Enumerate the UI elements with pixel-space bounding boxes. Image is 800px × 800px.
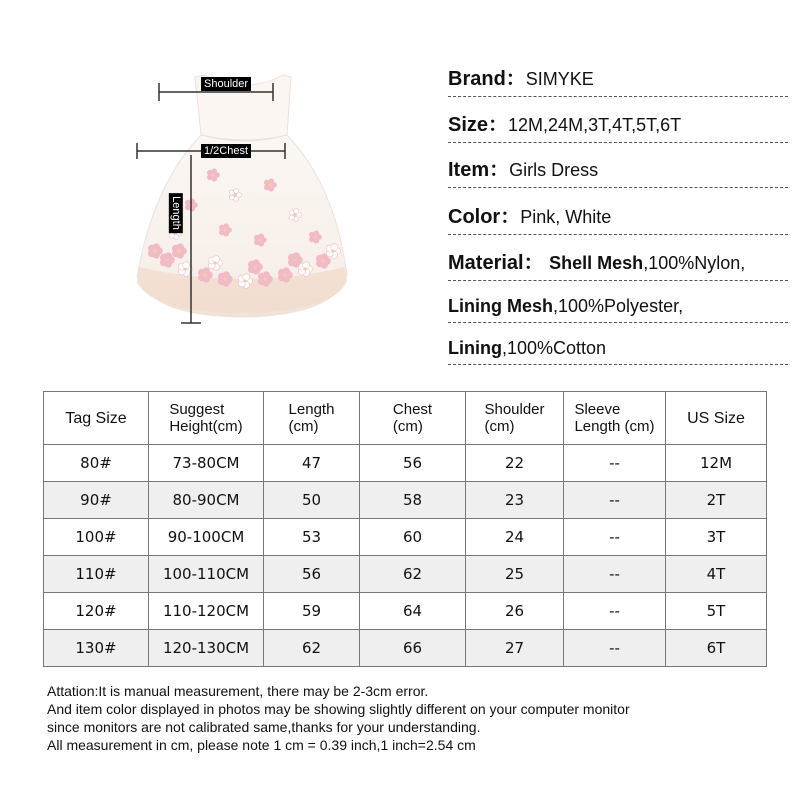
table-cell: -- xyxy=(564,445,666,482)
table-cell: 47 xyxy=(264,445,360,482)
spec-key: Item： xyxy=(448,159,510,181)
spec-value: Shell Mesh xyxy=(549,253,644,273)
table-cell: 60 xyxy=(360,519,466,556)
table-header-cell: Suggest Height(cm) xyxy=(149,392,264,445)
table-cell: 59 xyxy=(264,593,360,630)
spec-row xyxy=(448,149,788,188)
table-cell: 66 xyxy=(360,630,466,667)
note-line: Attation:It is manual measurement, there may be 2-3cm error. xyxy=(47,683,429,699)
table-cell: 110-120CM xyxy=(149,593,264,630)
spec-row xyxy=(448,326,788,365)
table-cell: -- xyxy=(564,519,666,556)
table-cell: 130# xyxy=(44,630,149,667)
spec-key: Material： xyxy=(448,252,550,274)
measurement-guides xyxy=(95,55,395,355)
spec-key: Size： xyxy=(448,114,509,136)
table-cell: 62 xyxy=(264,630,360,667)
table-row xyxy=(44,519,767,556)
table-header-cell: Chest (cm) xyxy=(360,392,466,445)
table-row xyxy=(44,630,767,667)
spec-key: Color： xyxy=(448,206,521,228)
table-header-cell: Tag Size xyxy=(44,392,149,445)
table-cell: 73-80CM xyxy=(149,445,264,482)
table-cell: 64 xyxy=(360,593,466,630)
table-header-cell: Shoulder (cm) xyxy=(466,392,564,445)
table-cell: -- xyxy=(564,593,666,630)
table-cell: 6T xyxy=(666,630,767,667)
table-cell: 12M xyxy=(666,445,767,482)
note-line: All measurement in cm, please note 1 cm = 0.39 inch,1 inch=2.54 cm xyxy=(47,737,476,753)
table-cell: 26 xyxy=(466,593,564,630)
spec-key: Brand： xyxy=(448,68,526,90)
shoulder-label: Shoulder xyxy=(201,77,251,91)
table-body xyxy=(44,445,767,667)
table-cell: -- xyxy=(564,630,666,667)
table-cell: 56 xyxy=(360,445,466,482)
table-cell: 90-100CM xyxy=(149,519,264,556)
table-cell: 80# xyxy=(44,445,149,482)
chest-label: 1/2Chest xyxy=(201,144,251,158)
size-chart-table xyxy=(43,391,767,667)
table-cell: 100# xyxy=(44,519,149,556)
table-cell: 25 xyxy=(466,556,564,593)
table-cell: 110# xyxy=(44,556,149,593)
spec-value: ,100%Nylon, xyxy=(643,253,746,273)
table-cell: 53 xyxy=(264,519,360,556)
table-cell: 4T xyxy=(666,556,767,593)
table-cell: 23 xyxy=(466,482,564,519)
spec-value: ,100%Cotton xyxy=(501,338,607,358)
table-row xyxy=(44,445,767,482)
measurement-notes xyxy=(47,682,787,754)
spec-value: 12M,24M,3T,4T,5T,6T xyxy=(508,115,682,135)
spec-value: Pink, White xyxy=(520,207,612,227)
table-row xyxy=(44,482,767,519)
table-cell: 56 xyxy=(264,556,360,593)
dress-illustration xyxy=(95,55,395,355)
spec-value: ,100%Polyester, xyxy=(553,296,684,316)
spec-row xyxy=(448,58,788,97)
spec-row xyxy=(448,196,788,235)
table-cell: 62 xyxy=(360,556,466,593)
table-cell: -- xyxy=(564,482,666,519)
spec-row xyxy=(448,242,788,281)
table-cell: 80-90CM xyxy=(149,482,264,519)
table-cell: 50 xyxy=(264,482,360,519)
table-row xyxy=(44,593,767,630)
spec-value: SIMYKE xyxy=(525,69,594,89)
length-label: Length xyxy=(169,193,183,233)
spec-row xyxy=(448,104,788,143)
table-cell: 120-130CM xyxy=(149,630,264,667)
table-cell: 5T xyxy=(666,593,767,630)
table-cell: 100-110CM xyxy=(149,556,264,593)
spec-row xyxy=(448,284,788,323)
note-line: since monitors are not calibrated same,thanks for your understanding. xyxy=(47,719,481,735)
spec-value: Lining xyxy=(448,338,502,358)
table-cell: 2T xyxy=(666,482,767,519)
table-header-cell: Length (cm) xyxy=(264,392,360,445)
table-header-cell: US Size xyxy=(666,392,767,445)
note-line: And item color displayed in photos may be showing slightly different on your computer monitor xyxy=(47,701,630,717)
table-cell: 90# xyxy=(44,482,149,519)
table-cell: 24 xyxy=(466,519,564,556)
table-cell: 58 xyxy=(360,482,466,519)
table-cell: 22 xyxy=(466,445,564,482)
table-header-cell: Sleeve Length (cm) xyxy=(564,392,666,445)
table-row xyxy=(44,556,767,593)
table-cell: 3T xyxy=(666,519,767,556)
table-cell: 27 xyxy=(466,630,564,667)
table-cell: 120# xyxy=(44,593,149,630)
table-header-row xyxy=(44,392,767,445)
table-cell: -- xyxy=(564,556,666,593)
spec-value: Lining Mesh xyxy=(448,296,553,316)
spec-value: Girls Dress xyxy=(509,160,599,180)
